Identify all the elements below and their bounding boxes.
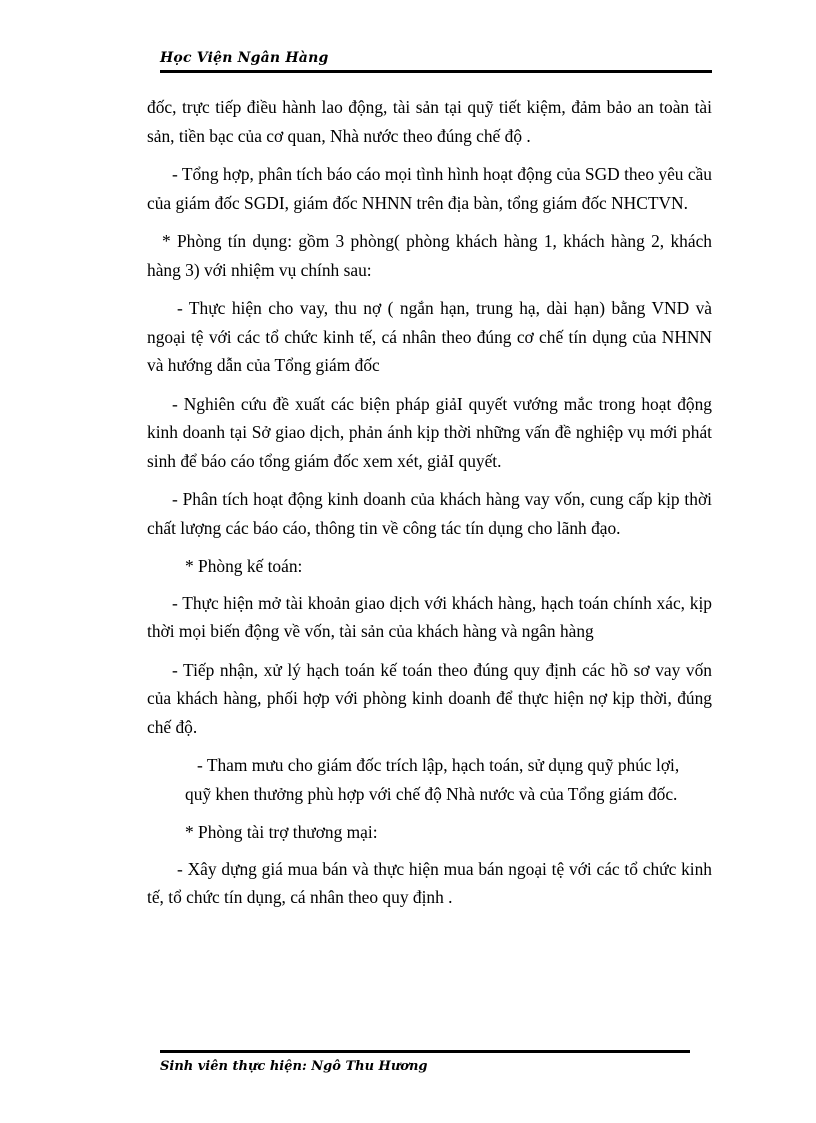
section-heading-trade-finance: * Phòng tài trợ thương mại: xyxy=(185,822,378,842)
paragraph: - Nghiên cứu đề xuất các biện pháp giảI quyết vướng mắc trong hoạt động kinh doanh tại Sở giao dịch, phản ánh kịp thời những vấn đề nghiệp vụ mới phát sinh để báo cáo tổng giám đốc xem xét, giảI quyết. xyxy=(147,393,712,471)
document-body xyxy=(147,93,712,922)
header-title: Học Viện Ngân Hàng xyxy=(160,50,329,66)
page-footer xyxy=(160,1050,690,1076)
footer-rule xyxy=(160,1050,690,1053)
paragraph: đốc, trực tiếp điều hành lao động, tài sản tại quỹ tiết kiệm, đảm bảo an toàn tài sản, tiền bạc của cơ quan, Nhà nước theo đúng chế độ . xyxy=(147,97,712,146)
paragraph: - Phân tích hoạt động kinh doanh của khách hàng vay vốn, cung cấp kịp thời chất lượng các báo cáo, thông tin về công tác tín dụng cho lãnh đạo. xyxy=(147,489,712,538)
page-header xyxy=(160,48,712,73)
footer-author: Sinh viên thực hiện: Ngô Thu Hương xyxy=(160,1059,428,1074)
paragraph xyxy=(147,751,712,808)
paragraph: - Thực hiện mở tài khoản giao dịch với khách hàng, hạch toán chính xác, kịp thời mọi biến động về vốn, tài sản của khách hàng và ngân hàng xyxy=(147,592,712,641)
paragraph: - Tổng hợp, phân tích báo cáo mọi tình hình hoạt động của SGD theo yêu cầu của giám đốc SGDI, giám đốc NHNN trên địa bàn, tổng giám đốc NHCTVN. xyxy=(147,164,712,213)
paragraph: - Xây dựng giá mua bán và thực hiện mua bán ngoại tệ với các tổ chức kinh tế, tổ chức tín dụng, cá nhân theo quy định . xyxy=(147,858,712,907)
paragraph-line: quỹ khen thưởng phù hợp với chế độ Nhà nước và của Tổng giám đốc. xyxy=(185,783,678,804)
section-heading-accounting: * Phòng kế toán: xyxy=(185,556,303,576)
paragraph-line: - Tham mưu cho giám đốc trích lập, hạch toán, sử dụng quỹ phúc lợi, xyxy=(197,755,680,775)
section-heading-credit: * Phòng tín dụng: gồm 3 phòng( phòng khách hàng 1, khách hàng 2, khách hàng 3) với nhiệm vụ chính sau: xyxy=(147,231,712,280)
paragraph: - Thực hiện cho vay, thu nợ ( ngắn hạn, trung hạ, dài hạn) bằng VND và ngoại tệ với các tổ chức kinh tế, cá nhân theo đúng cơ chế tín dụng của NHNN và hướng dẫn của Tổng giám đốc xyxy=(147,298,712,375)
paragraph: - Tiếp nhận, xử lý hạch toán kế toán theo đúng quy định các hồ sơ vay vốn của khách hàng, phối hợp với phòng kinh doanh để thực hiện nợ kịp thời, đúng chế độ. xyxy=(147,659,712,737)
header-rule xyxy=(160,70,712,73)
